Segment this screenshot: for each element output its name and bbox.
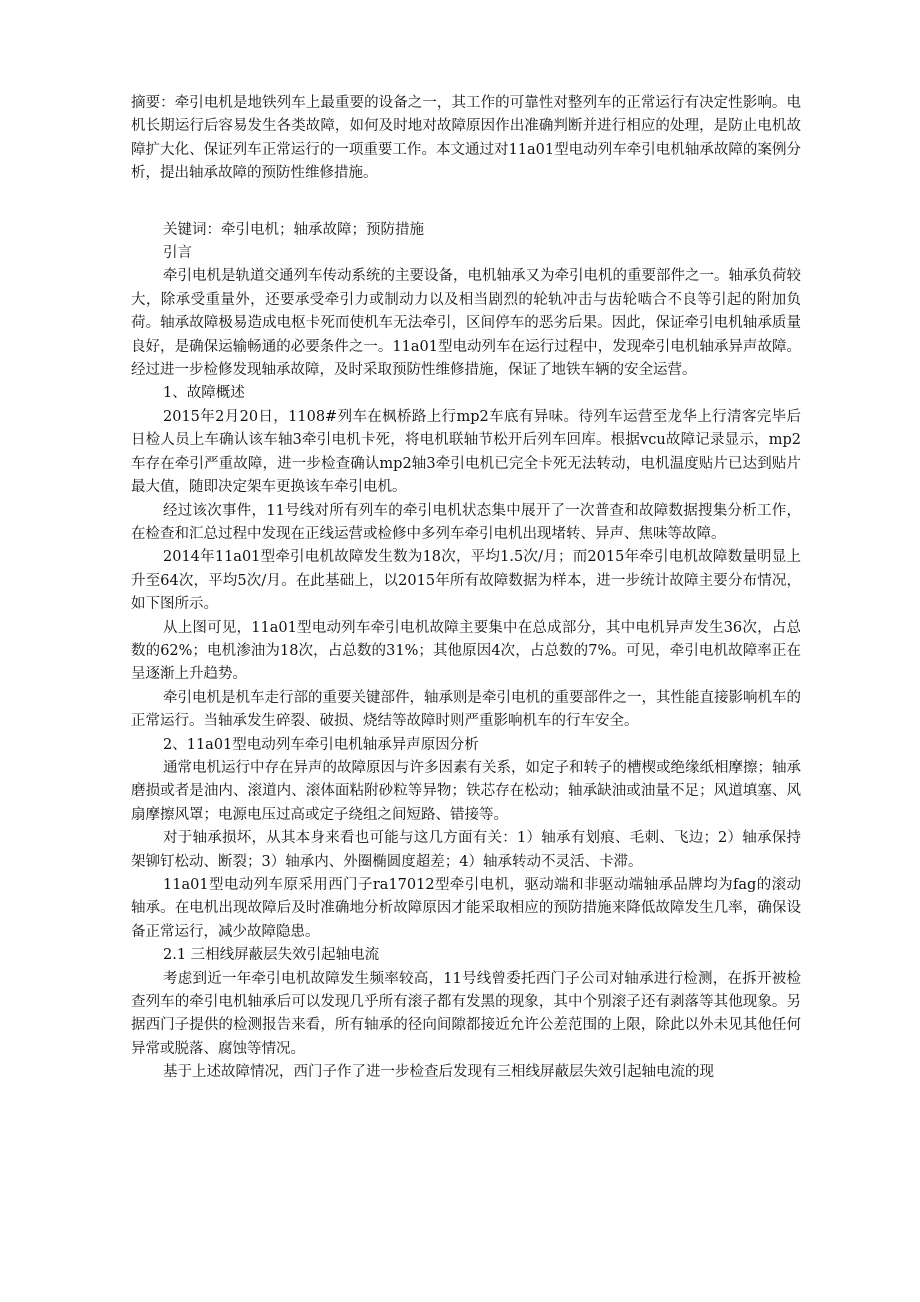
intro-heading: 引言 [163,245,192,262]
abstract-text: 牵引电机是地铁列车上最重要的设备之一，其工作的可靠性对整列车的正常运行有决定性影响。电机长期运行后容易发生各类故障，如何及时地对故障原因作出准确判断并进行相应的处理，是防止电机故障扩大化、保证列车正常运行的一项重要工作。本文通过对11a01型电动列车牵引电机轴承故障的案例分析，提出轴承故障的预防性维修措施。 [131,95,801,182]
section-2-paragraph-3: 11a01型电动列车原采用西门子ra17012型牵引电机，驱动端和非驱动端轴承品牌均为fag的滚动轴承。在电机出现故障后及时准确地分析故障原因才能采取相应的预防措施来降低故障发生几率，确保设备正常运行，减少故障隐患。 [131,877,801,940]
section-2-1-paragraph-1: 考虑到近一年牵引电机故障发生频率较高，11号线曾委托西门子公司对轴承进行检测，在拆开被检查列车的牵引电机轴承后可以发现几乎所有滚子都有发黑的现象，其中个别滚子还有剥落等其他现象。另据西门子提供的检测报告来看，所有轴承的径向间隙都接近允许公差范围的上限，除此以外未见其他任何异常或脱落、腐蚀等情况。 [131,970,801,1057]
section-1-heading: 1、故障概述 [163,385,245,402]
keywords-text: 牵引电机；轴承故障；预防措施 [221,221,424,238]
keywords-line [131,219,801,242]
section-1-paragraph-3: 2014年11a01型牵引电机故障发生数为18次，平均1.5次/月；而2015年牵引电机故障数量明显上升至64次，平均5次/月。在此基础上，以2015年所有故障数据为样本，进一步统计故障主要分布情况，如下图所示。 [131,549,801,613]
abstract-paragraph [131,92,801,186]
section-2-1-paragraph-2: 基于上述故障情况，西门子作了进一步检查后发现有三相线屏蔽层失效引起轴电流的现 [163,1064,714,1081]
section-1-paragraph-2: 经过该次事件，11号线对所有列车的牵引电机状态集中展开了一次普查和故障数据搜集分析工作，在检查和汇总过程中发现在正线运营或检修中多列车牵引电机出现堵转、异声、焦味等故障。 [131,502,801,542]
keywords-label: 关键词： [163,221,221,238]
section-2-heading: 2、11a01型电动列车牵引电机轴承异声原因分析 [163,736,479,753]
section-2-1-heading: 2.1 三相线屏蔽层失效引起轴电流 [163,947,380,964]
section-1-paragraph-4: 从上图可见，11a01型电动列车牵引电机故障主要集中在总成部分，其中电机异声发生36次，占总数的62%；电机渗油为18次，占总数的31%；其他原因4次，占总数的7%。可见，牵引电机故障率正在呈逐渐上升趋势。 [131,619,801,683]
section-2-paragraph-2: 对于轴承损坏，从其本身来看也可能与这几方面有关：1）轴承有划痕、毛刺、飞边；2）轴承保持架铆钉松动、断裂；3）轴承内、外圈椭圆度超差；4）轴承转动不灵活、卡滞。 [131,830,801,870]
section-1-paragraph-5: 牵引电机是机车走行部的重要关键部件，轴承则是牵引电机的重要部件之一，其性能直接影响机车的正常运行。当轴承发生碎裂、破损、烧结等故障时则严重影响机车的行车安全。 [131,689,801,730]
intro-paragraph-1: 牵引电机是轨道交通列车传动系统的主要设备，电机轴承又为牵引电机的重要部件之一。轴承负荷较大，除承受重量外，还要承受牵引力或制动力以及相当剧烈的轮轨冲击与齿轮啮合不良等引起的附加负荷。轴承故障极易造成电枢卡死而使机车无法牵引，区间停车的恶劣后果。因此，保证牵引电机轴承质量良好，是确保运输畅通的必要条件之一。11a01型电动列车在运行过程中，发现牵引电机轴承异声故障。经过进一步检修发现轴承故障，及时采取预防性维修措施，保证了地铁车辆的安全运营。 [131,268,801,379]
document-page [131,92,801,1085]
section-2-paragraph-1: 通常电机运行中存在异声的故障原因与许多因素有关系，如定子和转子的槽楔或绝缘纸相摩擦；轴承磨损或者是油内、滚道内、滚体面粘附砂粒等异物；铁芯存在松动；轴承缺油或油量不足；风道填塞、风扇摩擦风罩；电源电压过高或定子绕组之间短路、错接等。 [131,759,801,823]
abstract-label: 摘要： [131,95,175,111]
section-1-paragraph-1: 2015年2月20日，1108#列车在枫桥路上行mp2车底有异味。待列车运营至龙华上行清客完毕后日检人员上车确认该车轴3牵引电机卡死，将电机联轴节松开后列车回库。根据vcu故障记录显示，mp2车存在牵引严重故障，进一步检查确认mp2轴3牵引电机已完全卡死无法转动，电机温度贴片已达到贴片最大值，随即决定架车更换该车牵引电机。 [131,408,801,496]
